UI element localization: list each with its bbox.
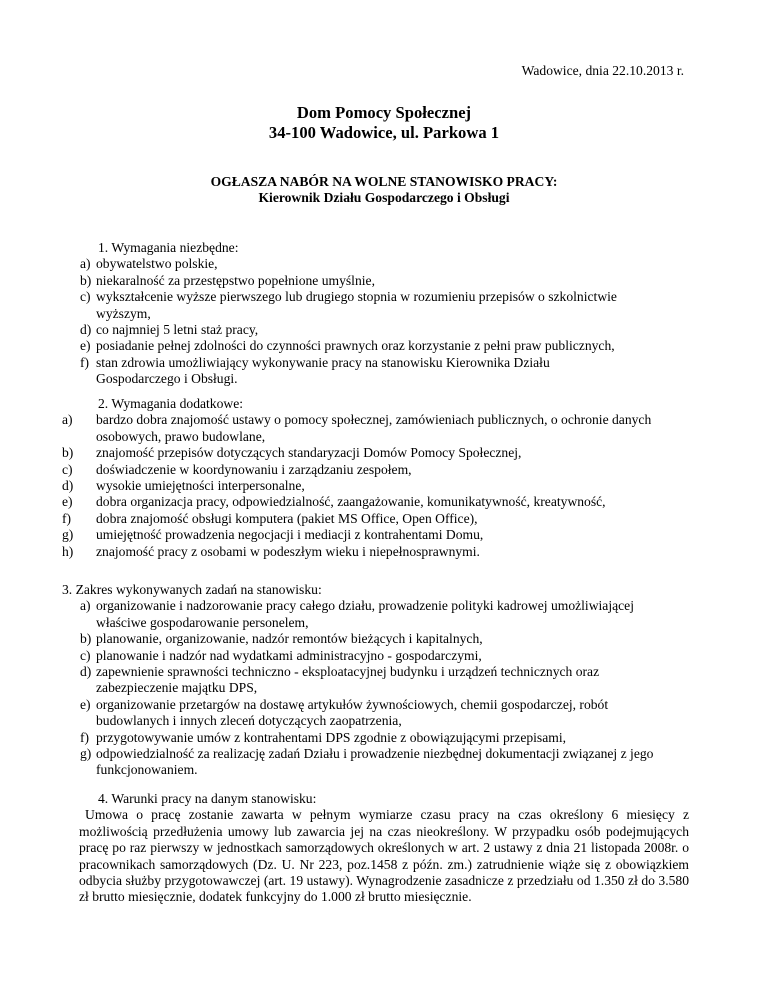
conditions-paragraph: Umowa o pracę zostanie zawarta w pełnym wymiarze czasu pracy na czas określony 6 miesięcy z możliwością przedłużenia umowy lub zawarcia jej na czas nieokreślony. W przypadku osób podejmujących pracę po raz pierwszy w jednostkach samorządowych określonych w art. 2 ustawy z dnia 21 listopada 2008r. o pracownikach samorządowych (Dz. U. Nr 223, poz.1458 z późn. zm.) zatrudnienie wiąże się z obowiązkiem odbycia służby przygotowawczej (art. 19 ustawy). Wynagrodzenie zasadnicze z przedziału od 1.350 zł do 3.580 zł brutto miesięcznie, dodatek funkcyjny do 1.000 zł brutto miesięcznie. <box>79 807 689 905</box>
list-item-text: planowanie, organizowanie, nadzór remontów bieżących i kapitalnych, <box>96 631 483 647</box>
duties-list <box>0 598 768 778</box>
list-marker: g) <box>80 746 92 762</box>
section-title: 3. Zakres wykonywanych zadań na stanowisku: <box>62 582 322 597</box>
list-item <box>0 478 696 494</box>
list-item-text: umiejętność prowadzenia negocjacji i mediacji z kontrahentami Domu, <box>96 527 484 543</box>
list-marker: b) <box>80 272 92 288</box>
section-additional <box>0 396 768 560</box>
date-line: Wadowice, dnia 22.10.2013 r. <box>521 63 684 78</box>
announcement-header <box>0 174 768 207</box>
list-marker: h) <box>62 543 74 559</box>
list-item-text: zapewnienie sprawności techniczno - eksploatacyjnej budynku i urządzeń technicznych oraz zabezpieczenie majątku DPS, <box>96 664 600 696</box>
section-required <box>0 240 768 388</box>
list-item <box>0 338 626 354</box>
list-marker: a) <box>80 598 91 614</box>
list-marker: e) <box>62 494 73 510</box>
list-item <box>0 598 656 631</box>
list-marker: a) <box>62 412 73 428</box>
list-marker: c) <box>62 461 73 477</box>
list-item <box>0 289 626 322</box>
organization-address: 34-100 Wadowice, ul. Parkowa 1 <box>268 123 500 142</box>
list-marker: e) <box>80 696 91 712</box>
list-item <box>0 664 656 697</box>
position-title: Kierownik Działu Gospodarczego i Obsługi <box>258 190 510 206</box>
list-item <box>0 412 696 445</box>
section-title: 1. Wymagania niezbędne: <box>98 240 239 255</box>
list-marker: a) <box>80 256 91 272</box>
list-item <box>0 511 696 527</box>
list-item <box>0 697 656 730</box>
section-duties <box>0 582 768 779</box>
list-item-text: wykształcenie wyższe pierwszego lub drugiego stopnia w rozumieniu przepisów o szkolnictwie wyższym, <box>96 289 617 321</box>
list-marker: f) <box>80 354 90 370</box>
list-item <box>0 631 656 647</box>
list-item-text: odpowiedzialność za realizację zadań Działu i prowadzenie niezbędnej dokumentacji związanej z jego funkcjonowaniem. <box>96 746 654 778</box>
list-item <box>0 544 696 560</box>
list-item-text: dobra organizacja pracy, odpowiedzialność, zaangażowanie, komunikatywność, kreatywność, <box>96 494 606 510</box>
list-item <box>0 462 696 478</box>
list-marker: c) <box>80 289 91 305</box>
list-marker: f) <box>80 729 90 745</box>
list-item-text: organizowanie przetargów na dostawę artykułów żywnościowych, chemii gospodarczej, robót budowlanych i innych zleceń dotyczących zaopatrzenia, <box>96 696 609 729</box>
section-conditions <box>0 791 768 906</box>
list-item <box>0 746 656 779</box>
list-item-text: organizowanie i nadzorowanie pracy całego działu, prowadzenie polityki kadrowej umożliwiającej właściwe gospodarowanie personelem, <box>96 598 634 630</box>
list-marker: d) <box>80 322 92 338</box>
list-marker: b) <box>80 631 92 647</box>
list-marker: g) <box>62 527 74 543</box>
organization-name: Dom Pomocy Społecznej <box>296 103 472 122</box>
list-item-text: znajomość pracy z osobami w podeszłym wieku i niepełnosprawnymi. <box>96 543 480 559</box>
list-item <box>0 256 626 272</box>
announcement-heading: OGŁASZA NABÓR NA WOLNE STANOWISKO PRACY: <box>210 174 558 189</box>
section-title: 4. Warunki pracy na danym stanowisku: <box>98 791 317 806</box>
list-marker: b) <box>62 445 74 461</box>
list-marker: d) <box>62 478 74 494</box>
list-item-text: dobra znajomość obsługi komputera (pakiet MS Office, Open Office), <box>96 510 478 526</box>
list-item-text: obywatelstwo polskie, <box>96 256 218 272</box>
list-item <box>0 648 656 664</box>
organization-header <box>0 103 768 143</box>
list-item-text: wysokie umiejętności interpersonalne, <box>96 478 305 494</box>
list-marker: f) <box>62 510 72 526</box>
list-item-text: stan zdrowia umożliwiający wykonywanie pracy na stanowisku Kierownika Działu Gospodarczego i Obsługi. <box>96 354 550 387</box>
list-marker: c) <box>80 647 91 663</box>
list-item-text: niekaralność za przestępstwo popełnione umyślnie, <box>96 272 375 288</box>
requirements-list <box>0 256 768 387</box>
list-item <box>0 322 626 338</box>
list-marker: e) <box>80 338 91 354</box>
list-item-text: planowanie i nadzór nad wydatkami administracyjno - gospodarczymi, <box>96 647 482 663</box>
list-item-text: doświadczenie w koordynowaniu i zarządzaniu zespołem, <box>96 461 412 477</box>
list-marker: d) <box>80 664 92 680</box>
list-item <box>0 355 626 388</box>
section-title: 2. Wymagania dodatkowe: <box>98 396 244 411</box>
list-item-text: znajomość przepisów dotyczących standaryzacji Domów Pomocy Społecznej, <box>96 445 522 461</box>
list-item <box>0 730 656 746</box>
list-item <box>0 494 696 510</box>
list-item <box>0 273 626 289</box>
list-item-text: przygotowywanie umów z kontrahentami DPS zgodnie z obowiązującymi przepisami, <box>96 729 566 745</box>
additional-list <box>0 412 768 560</box>
list-item-text: co najmniej 5 letni staż pracy, <box>96 322 259 338</box>
list-item <box>0 527 696 543</box>
list-item-text: bardzo dobra znajomość ustawy o pomocy społecznej, zamówieniach publicznych, o ochronie danych osobowych, prawo budowlane, <box>96 412 652 444</box>
list-item-text: posiadanie pełnej zdolności do czynności prawnych oraz korzystanie z pełni praw publicznych, <box>96 338 615 354</box>
list-item <box>0 445 696 461</box>
